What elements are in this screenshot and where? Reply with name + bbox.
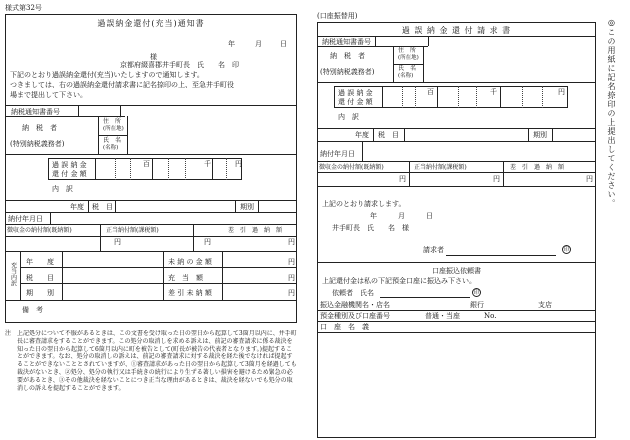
transfer-requester-label: 依頼者 氏名	[332, 289, 374, 297]
right-col-overpaid: 徴収金の納付額(既納額)	[319, 164, 384, 171]
addressee-suffix: 様	[150, 53, 157, 61]
left-col-diff: 差 引 過 納 額	[228, 227, 283, 234]
offset-tax-item-label: 税 目	[26, 274, 54, 282]
requester-seal: 印	[563, 247, 570, 253]
right-breakdown-label: 内 訳	[338, 113, 359, 121]
note-marker: 注	[5, 330, 12, 337]
branch-unit: 支店	[538, 301, 552, 309]
offset-yen-3: 円	[288, 289, 295, 297]
offset-remaining-label: 差 引 未 納 額	[168, 289, 212, 297]
account-type-label: 預金種別及び口座番号	[320, 312, 390, 320]
right-refund-label-2: 還 付 金 額	[338, 98, 373, 106]
bank-unit: 銀行	[470, 301, 484, 309]
left-unit-en: 円	[235, 160, 242, 168]
request-text: 上記のとおり請求します。	[322, 200, 406, 208]
left-col-overpaid: 徴収金の納付額(既納額)	[7, 227, 72, 234]
left-breakdown-label: 内 訳	[52, 185, 73, 193]
side-instruction: ◎この用紙に記名捺印の上提出してください。	[607, 18, 616, 208]
offset-refund-amount-label: 未 納 の 金 額	[168, 258, 212, 266]
intro-line-2: つきましては、右の過誤納金還付請求書に記名捺印の上、至急井手町役	[10, 81, 234, 89]
left-date-year: 年	[228, 40, 235, 48]
left-notice-number-label: 納税通知書番号	[11, 108, 60, 116]
left-period-label: 期別	[240, 203, 254, 211]
left-date-day: 日	[280, 40, 287, 48]
left-yen-1: 円	[114, 238, 121, 246]
left-name-sub: (名称)	[103, 145, 119, 151]
left-form-title: 過誤納金還付(充当)通知書	[97, 19, 205, 28]
account-holder-label: 口 座 名 義	[320, 323, 369, 331]
remarks-label: 備 考	[22, 306, 43, 314]
right-taxpayer-label: 納 税 者	[330, 52, 365, 60]
right-address-label: 住 所	[398, 47, 417, 54]
right-col-correct: 正当納付額(課税額)	[414, 164, 467, 171]
right-special-taxpayer-label: (特別納税義務者)	[320, 68, 375, 76]
right-tax-item-label: 税 目	[378, 131, 399, 139]
issuer-line: 京都府綴喜郡井手町長 氏 名 印	[120, 61, 239, 69]
intro-line-3: 場まで提出して下さい。	[10, 91, 87, 99]
left-yen-3: 円	[288, 238, 295, 246]
left-special-taxpayer-label: (特別納税義務者)	[10, 140, 65, 148]
right-form-title: 過 誤 納 金 還 付 請 求 書	[401, 26, 512, 35]
intro-line-1: 下記のとおり過誤納金還付(充当)いたしますので通知します。	[10, 71, 204, 79]
left-refund-label-2: 還 付 金 額	[52, 170, 87, 178]
request-date-line: 年 月 日	[370, 212, 433, 220]
left-year-label: 年度	[70, 203, 84, 211]
right-yen-3: 円	[586, 175, 593, 183]
left-date-month: 月	[255, 40, 262, 48]
left-address-label: 住 所	[103, 118, 122, 125]
appeal-note: 上記処分について不服があるときは、この文書を受け取った日の翌日から起算して3箇月以内に、井手町長に審査請求をすることができます。この処分の取消しを求める訴えは、前記の審査請求に係る裁決を知った日の翌日から起算して6箇月以内に町を被告として(町長が被告の代表者となります。)提起することができます。なお、処分の取消しの訴えは、前記の審査請求に対する裁決を経た後でなければ提起することができないこととされていますが、①審査請求があった日の翌日から起算して3箇月を経過しても裁決がないとき、②処分、処分の執行又は手続きの続行により生ずる著しい損害を避けるため緊急の必要があるとき、③その他裁決を経ないことにつき正当な理由があるときは、裁決を経ないでも処分の取消しの訴えを提起することができます。	[17, 330, 297, 392]
right-unit-sen: 千	[490, 88, 497, 96]
left-address-sub: (所在地)	[103, 126, 124, 132]
right-yen-2: 円	[493, 175, 500, 183]
offset-breakdown-label: 充当内訳	[9, 262, 17, 286]
bank-label: 振込金融機関名・店名	[320, 301, 390, 309]
offset-yen-2: 円	[288, 274, 295, 282]
left-unit-hyaku: 百	[143, 160, 150, 168]
account-number-label: No.	[484, 312, 497, 320]
requester-signature-line[interactable]	[446, 255, 556, 256]
transfer-seal: 印	[473, 290, 480, 296]
left-taxpayer-label: 納 税 者	[22, 124, 57, 132]
right-col-diff: 差 引 過 納 額	[510, 164, 565, 171]
right-notice-number-label: 納税通知書番号	[322, 38, 371, 46]
right-year-label: 年度	[355, 131, 369, 139]
left-col-correct: 正当納付額(課税額)	[106, 227, 159, 234]
left-yen-2: 円	[204, 238, 211, 246]
transfer-requester-name-line[interactable]	[380, 297, 470, 298]
offset-amount-label: 充 当 額	[168, 274, 203, 282]
right-payment-date-label: 納付年月日	[320, 150, 355, 158]
left-name-label: 氏 名	[103, 137, 122, 144]
right-address-sub: (所在地)	[398, 55, 419, 61]
left-tax-item-label: 税 目	[92, 203, 113, 211]
offset-yen-1: 円	[288, 258, 295, 266]
requester-label: 請求者	[423, 246, 444, 254]
mayor-line: 井手町長 氏 名 様	[332, 224, 409, 232]
right-unit-hyaku: 百	[427, 88, 434, 96]
left-refund-label-1: 過 誤 納 金	[52, 161, 87, 169]
right-refund-label-1: 過 誤 納 金	[338, 89, 373, 97]
right-yen-1: 円	[399, 175, 406, 183]
transfer-text: 上記還付金は私の下記預金口座に振込み下さい。	[322, 277, 476, 285]
offset-period-label: 期 別	[26, 289, 54, 297]
right-name-label: 氏 名	[398, 65, 417, 72]
left-payment-date-label: 納付年月日	[8, 215, 43, 223]
account-transfer-label: (口座振替用)	[317, 12, 358, 20]
right-period-label: 期別	[533, 131, 547, 139]
left-unit-sen: 千	[204, 160, 211, 168]
right-name-sub: (名称)	[398, 73, 414, 79]
offset-year-label: 年 度	[26, 258, 54, 266]
transfer-title: 口座振込依頼書	[432, 267, 481, 275]
form-number: 様式第32号	[5, 4, 42, 12]
account-type-value: 普通・当座	[425, 312, 460, 320]
right-unit-en: 円	[558, 88, 565, 96]
